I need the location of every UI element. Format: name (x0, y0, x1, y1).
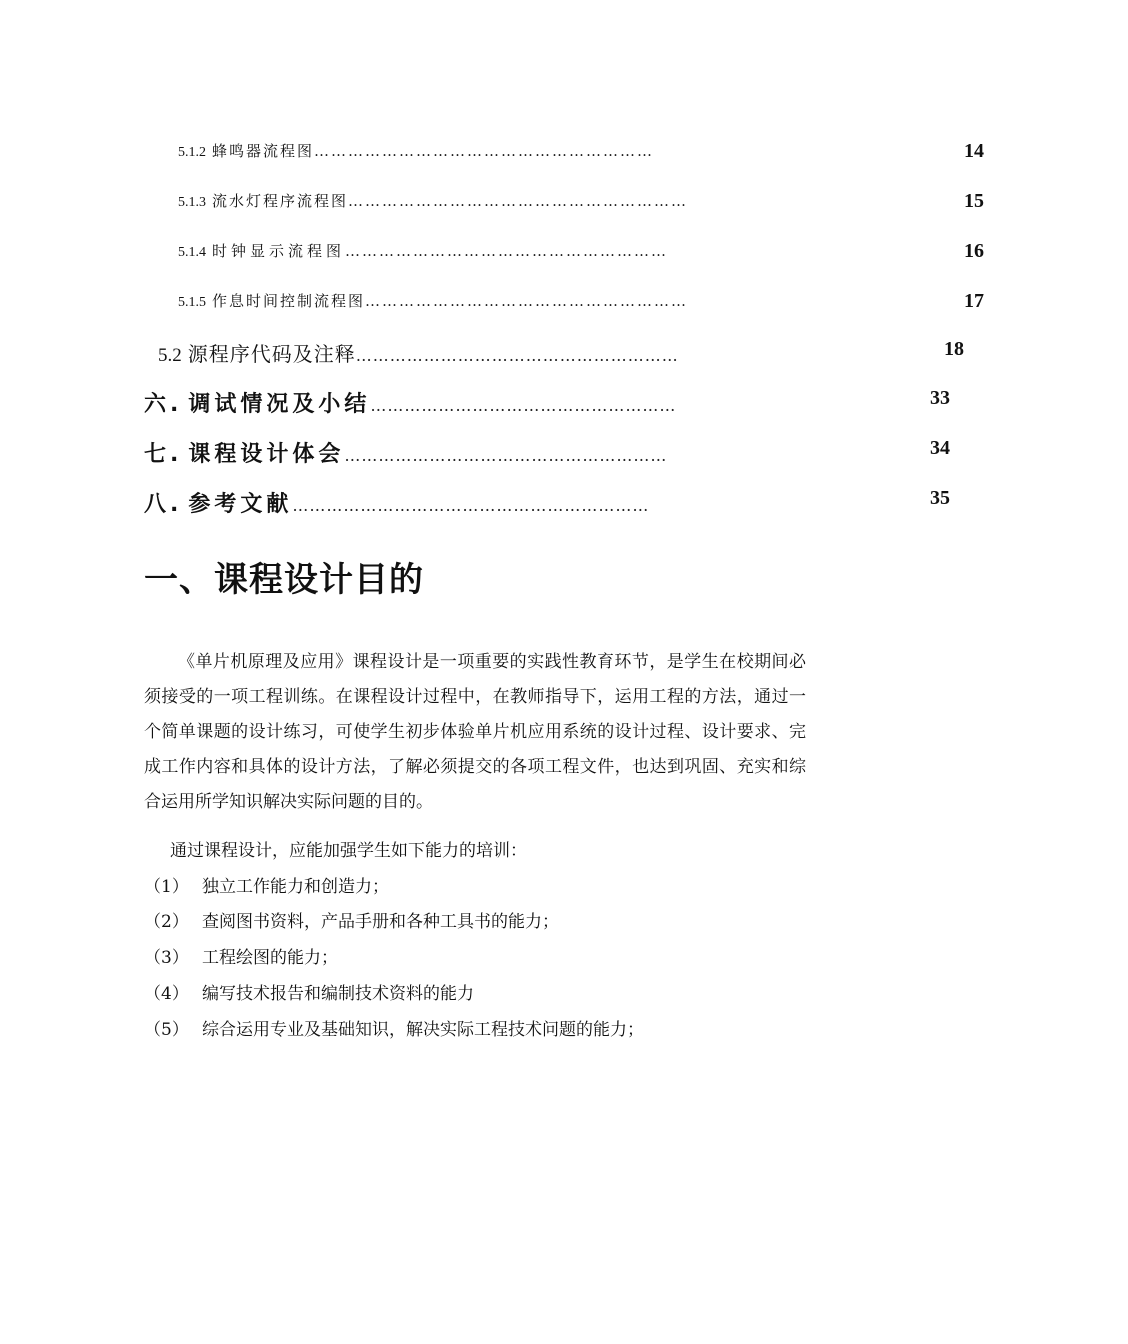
list-item-index: （5） (144, 1020, 189, 1040)
toc-entry[interactable] (0, 140, 1128, 161)
toc-title: 蜂鸣器流程图 (212, 142, 315, 160)
toc-entry[interactable] (0, 290, 1128, 311)
list-item-text: 工程绘图的能力； (202, 948, 338, 968)
toc-entry[interactable] (0, 240, 1128, 261)
list-item-index: （3） (144, 948, 189, 968)
toc-leader: …………………………………………………… (314, 142, 655, 160)
list-item-text: 编写技术报告和编制技术资料的能力 (202, 984, 474, 1004)
toc-title: 作息时间控制流程图 (212, 292, 366, 310)
toc-entry[interactable] (0, 190, 1128, 211)
list-item (144, 872, 389, 897)
toc-leader: ………………………………………………… (344, 446, 668, 465)
toc-title: 参考文献 (188, 492, 293, 517)
list-item-text: 综合运用专业及基础知识，解决实际工程技术问题的能力； (202, 1020, 644, 1040)
toc-entry[interactable] (0, 487, 1094, 518)
toc-title: 调试情况及小结 (188, 392, 371, 417)
toc-entry[interactable] (0, 387, 1094, 418)
toc-number: 5.1.5 (178, 295, 206, 310)
list-item-index: （1） (144, 877, 189, 897)
list-item-text: 查阅图书资料，产品手册和各种工具书的能力； (202, 912, 559, 932)
toc-number: 八. (144, 492, 183, 517)
list-item (144, 907, 559, 932)
toc-entry[interactable] (0, 338, 1108, 367)
toc-page-number: 14 (964, 140, 984, 162)
toc-page-number: 15 (964, 190, 984, 212)
toc-number: 七. (144, 442, 183, 467)
toc-leader: ………………………………………………… (355, 346, 679, 365)
toc-number: 5.1.3 (178, 195, 206, 210)
toc-number: 5.1.4 (178, 245, 206, 260)
intro-line: 通过课程设计，应能加强学生如下能力的培训： (170, 841, 527, 861)
list-item (144, 979, 474, 1004)
toc-page-number: 16 (964, 240, 984, 262)
toc-title: 流水灯程序流程图 (212, 192, 349, 210)
body-paragraph: 《单片机原理及应用》课程设计是一项重要的实践性教育环节，是学生在校期间必须接受的一项工程训练。在课程设计过程中，在教师指导下，运用工程的方法，通过一个简单课题的设计练习，可使学生初步体验单片机应用系统的设计过程、设计要求、完成工作内容和具体的设计方法，了解必须提交的各项工程文件，也达到巩固、充实和综合运用所学知识解决实际问题的目的。 (144, 652, 806, 812)
list-item (144, 1015, 644, 1040)
toc-page-number: 18 (944, 338, 964, 360)
toc-leader: ……………………………………………………… (292, 496, 650, 515)
list-item-index: （2） (144, 912, 189, 932)
toc-title: 源程序代码及注释 (187, 342, 356, 366)
toc-entry[interactable] (0, 437, 1094, 468)
toc-page-number: 33 (930, 387, 950, 409)
toc-number: 5.1.2 (178, 145, 206, 160)
toc-number: 六. (144, 392, 183, 417)
toc-title: 时钟显示流程图 (212, 242, 346, 260)
toc-page-number: 34 (930, 437, 950, 459)
toc-leader: …………………………………………………… (348, 192, 689, 210)
toc-page-number: 17 (964, 290, 984, 312)
list-item-index: （4） (144, 984, 189, 1004)
toc-number: 5.2 (158, 345, 182, 366)
section-heading: 一、课程设计目的 (144, 560, 424, 600)
toc-leader: ………………………………………………… (345, 242, 669, 260)
list-item-text: 独立工作能力和创造力； (202, 877, 389, 897)
toc-leader: ………………………………………………… (365, 292, 689, 310)
toc-title: 课程设计体会 (188, 442, 345, 467)
toc-leader: ……………………………………………… (370, 396, 677, 415)
list-item (144, 943, 338, 968)
toc-page-number: 35 (930, 487, 950, 509)
